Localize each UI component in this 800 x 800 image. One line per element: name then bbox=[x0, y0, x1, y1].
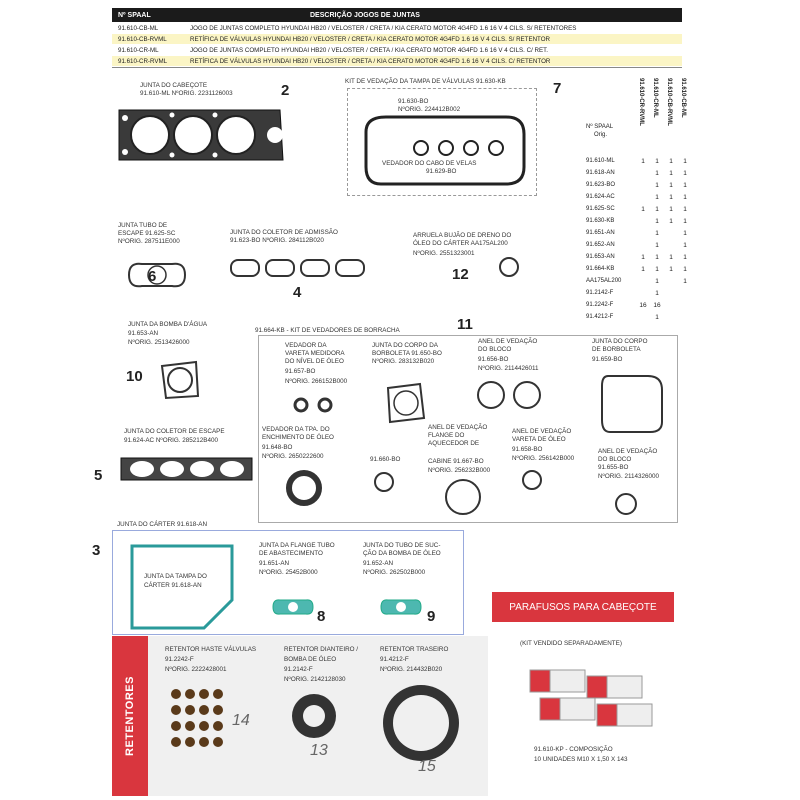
kit-code: 91.610-CB-ML bbox=[118, 24, 159, 32]
part-code: NºORIG. 262502B000 bbox=[363, 569, 426, 576]
table-row-code: 91.625-SC bbox=[586, 206, 615, 212]
oil-pump-pickup-gasket-illustration bbox=[378, 596, 424, 618]
part-code: 91.652-AN bbox=[363, 560, 394, 567]
table-row-code: AA175AL200 bbox=[586, 278, 622, 284]
table-cell: 1 bbox=[655, 194, 659, 201]
part-number: 8 bbox=[317, 608, 326, 625]
k7-l2: FLANGE DO bbox=[428, 432, 465, 439]
part-code: 91.630-BO bbox=[398, 98, 429, 105]
kit-row bbox=[112, 34, 682, 44]
part-label: ÇÃO DA BOMBA DE ÓLEO bbox=[363, 550, 441, 557]
part-label: ARRUELA BUJÃO DE DRENO DO bbox=[413, 232, 512, 239]
kit-code: 91.610-CR-RVML bbox=[118, 57, 168, 65]
r14-l3: NºORIG. 2222428001 bbox=[165, 666, 227, 673]
part-number: 3 bbox=[92, 542, 101, 559]
k3-l1: ANEL DE VEDAÇÃO bbox=[478, 338, 538, 345]
k4-l2: DE BORBOLETA bbox=[592, 346, 641, 353]
table-cell: 1 bbox=[669, 206, 673, 213]
r15-l3: NºORIG. 214432B020 bbox=[380, 666, 443, 673]
part-code: NºORIG. 287511E000 bbox=[118, 238, 180, 245]
kit-title: 91.664-KB - KIT DE VEDADORES DE BORRACHA bbox=[255, 327, 400, 334]
part-number: 2 bbox=[281, 82, 290, 99]
part-number: 6 bbox=[148, 268, 157, 285]
table-cell: 1 bbox=[655, 290, 659, 297]
k3-l3: 91.656-BO bbox=[478, 356, 509, 363]
oring-illustration bbox=[372, 470, 402, 500]
table-cell: 16 bbox=[653, 302, 661, 309]
k1-l1: VEDADOR DA bbox=[285, 342, 327, 349]
k4-l3: 91.659-BO bbox=[592, 356, 623, 363]
part-number: 14 bbox=[232, 712, 250, 729]
part-number: 7 bbox=[553, 80, 562, 97]
part-label: KIT DE VEDAÇÃO DA TAMPA DE VÁLVULAS 91.630-KB bbox=[345, 78, 506, 85]
valve-cover-gasket-illustration bbox=[356, 112, 531, 192]
kit-desc: RETÍFICA DE VÁLVULAS HYUNDAI HB20 / VELOSTER / CRETA / KIA CERATO MOTOR 4G4FD 1.6 16 V 4 CILS. C/ RETENTOR bbox=[190, 57, 551, 65]
r14-l2: 91.2242-F bbox=[165, 656, 194, 663]
table-cell: 1 bbox=[669, 158, 673, 165]
table-row-code: 91.651-AN bbox=[586, 230, 615, 236]
table-row-code: 91.630-KB bbox=[586, 218, 615, 224]
part-code: 91.651-AN bbox=[259, 560, 290, 567]
table-row-code: 91.652-AN bbox=[586, 242, 615, 248]
part-label: JUNTA DO COLETOR DE ESCAPE bbox=[124, 428, 225, 435]
part-number: 12 bbox=[452, 266, 469, 283]
k9-l4: NºORIG. 2114326000 bbox=[598, 473, 659, 480]
k8-l4: NºORIG. 256142B000 bbox=[512, 455, 575, 462]
kit-desc: RETÍFICA DE VÁLVULAS HYUNDAI HB20 / VELOSTER / CRETA / KIA CERATO MOTOR 4G4FD 1.6 16 V 4 CILS. S/ RETENTOR bbox=[190, 35, 551, 43]
drain-plug-washer-illustration bbox=[497, 255, 521, 279]
part-code: 91.653-AN bbox=[128, 330, 159, 337]
table-cell: 1 bbox=[641, 266, 645, 273]
kit-desc: JOGO DE JUNTAS COMPLETO HYUNDAI HB20 / VELOSTER / CRETA / KIA CERATO MOTOR 4G4FD 1.6 16 V 4 CILS. S/ RETENTORES bbox=[190, 24, 577, 32]
table-cell: 1 bbox=[683, 182, 687, 189]
table-head: Nº SPAAL bbox=[586, 124, 614, 130]
part-label: JUNTA TUBO DE bbox=[118, 222, 168, 229]
header-col-desc: DESCRIÇÃO JOGOS DE JUNTAS bbox=[310, 11, 420, 19]
part-code: ESCAPE 91.625-SC bbox=[118, 230, 176, 237]
table-row-code: 91.4212-F bbox=[586, 314, 614, 320]
part-code: NºORIG. 2551323001 bbox=[413, 250, 475, 257]
part-label: JUNTA DO COLETOR DE ADMISSÃO bbox=[230, 229, 338, 236]
k5-l1: VEDADOR DA TPA. DO bbox=[262, 426, 330, 433]
head-bolts-banner: PARAFUSOS PARA CABEÇOTE bbox=[492, 592, 674, 622]
part-label: VEDADOR DO CABO DE VELAS bbox=[382, 160, 477, 167]
kit-desc: JOGO DE JUNTAS COMPLETO HYUNDAI HB20 / VELOSTER / CRETA / KIA CERATO MOTOR 4G4FD 1.6 16 V 4 CILS. C/ RET. bbox=[190, 46, 548, 54]
k2-l1: JUNTA DO CORPO DA bbox=[372, 342, 439, 349]
k9-l1: ANEL DE VEDAÇÃO bbox=[598, 448, 658, 455]
table-cell: 1 bbox=[683, 254, 687, 261]
part-number: 13 bbox=[310, 742, 328, 759]
table-cell: 1 bbox=[669, 170, 673, 177]
head-bolts-kit: 91.610-KP - COMPOSIÇÃO bbox=[534, 746, 613, 753]
table-row-code: 91.653-AN bbox=[586, 254, 615, 260]
r14-l1: RETENTOR HASTE VÁLVULAS bbox=[165, 646, 257, 653]
intake-manifold-gasket-illustration bbox=[228, 255, 368, 283]
part-code: CÁRTER 91.618-AN bbox=[144, 582, 202, 589]
table-cell: 1 bbox=[655, 278, 659, 285]
table-cell: 1 bbox=[655, 242, 659, 249]
k9-l2: DO BLOCO bbox=[598, 456, 632, 463]
k5-l2: ENCHIMENTO DE ÓLEO bbox=[262, 434, 334, 441]
table-cell: 1 bbox=[655, 206, 659, 213]
k1-l5: NºORIG. 266152B000 bbox=[285, 378, 348, 385]
part-number: 4 bbox=[293, 284, 302, 301]
k5-l4: NºORIG. 2650222600 bbox=[262, 453, 324, 460]
k7-l5: NºORIG. 256232B000 bbox=[428, 467, 491, 474]
r13-l2: BOMBA DE ÓLEO bbox=[284, 656, 337, 663]
k3-l2: DO BLOCO bbox=[478, 346, 512, 353]
rear-crank-seal-illustration bbox=[378, 680, 464, 766]
k8-l1: ANEL DE VEDAÇÃO bbox=[512, 428, 572, 435]
part-code: 91.623-BO NºORIG. 284112B020 bbox=[230, 237, 324, 244]
retentores-sidebar bbox=[112, 636, 148, 796]
k1-l3: DO NÍVEL DE ÓLEO bbox=[285, 358, 344, 365]
table-cell: 1 bbox=[683, 266, 687, 273]
table-cell: 1 bbox=[683, 278, 687, 285]
table-cell: 1 bbox=[641, 158, 645, 165]
r15-l2: 91.4212-F bbox=[380, 656, 409, 663]
k1-l2: VARETA MEDIDORA bbox=[285, 350, 345, 357]
table-cell: 1 bbox=[669, 182, 673, 189]
table-cell: 1 bbox=[683, 230, 687, 237]
k8-l2: VARETA DE ÓLEO bbox=[512, 436, 566, 443]
throttle-body-gasket-illustration bbox=[380, 378, 430, 428]
part-label: DE ABASTECIMENTO bbox=[259, 550, 323, 557]
part-label: JUNTA DA FLANGE TUBO bbox=[259, 542, 335, 549]
table-cell: 1 bbox=[641, 254, 645, 261]
table-row-code: 91.618-AN bbox=[586, 170, 615, 176]
k7-l4: CABINE 91.667-BO bbox=[428, 458, 484, 465]
part-label: JUNTA DO CÁRTER 91.618-AN bbox=[117, 521, 208, 528]
valve-stem-seals-illustration bbox=[168, 686, 228, 756]
k1-l4: 91.657-BO bbox=[285, 368, 316, 375]
water-pump-gasket-illustration bbox=[158, 358, 202, 402]
oil-filler-cap-seal-illustration bbox=[284, 468, 324, 508]
part-label: ÓLEO DO CÁRTER AA175AL200 bbox=[413, 240, 508, 247]
table-row-code: 91.624-AC bbox=[586, 194, 615, 200]
part-label: JUNTA DO TUBO DE SUC- bbox=[363, 542, 441, 549]
table-col: 91.610-CR-ML bbox=[652, 78, 658, 118]
k3-l4: NºORIG. 2114426011 bbox=[478, 365, 539, 372]
part-code: NºORIG. 224412B002 bbox=[398, 106, 461, 113]
head-bolts-composition: 10 UNIDADES M10 X 1,50 X 143 bbox=[534, 756, 628, 763]
r13-l3: 91.2142-F bbox=[284, 666, 313, 673]
k9-l3: 91.655-BO bbox=[598, 464, 629, 471]
kit-code: 91.610-CR-ML bbox=[118, 46, 159, 54]
r13-l1: RETENTOR DIANTEIRO / bbox=[284, 646, 359, 653]
part-number: 15 bbox=[418, 758, 436, 775]
table-row-code: 91.664-KB bbox=[586, 266, 615, 272]
heater-flange-oring-illustration bbox=[443, 477, 487, 521]
table-row-code: 91.2242-F bbox=[586, 302, 614, 308]
dipstick-seal-illustration bbox=[292, 396, 342, 414]
table-cell: 1 bbox=[683, 158, 687, 165]
table-cell: 1 bbox=[641, 206, 645, 213]
r15-l1: RETENTOR TRASEIRO bbox=[380, 646, 449, 653]
part-label: JUNTA DO CABEÇOTE bbox=[140, 82, 208, 89]
k8-l3: 91.658-BO bbox=[512, 446, 543, 453]
table-row-code: 91.610-ML bbox=[586, 158, 615, 164]
k6-l1: 91.660-BO bbox=[370, 456, 401, 463]
table-col: 91.610-CB-RVML bbox=[666, 78, 672, 126]
part-label: JUNTA DA BOMBA D'ÁGUA bbox=[128, 321, 208, 328]
k4-l1: JUNTA DO CORPO bbox=[592, 338, 648, 345]
table-cell: 1 bbox=[683, 170, 687, 177]
r13-l4: NºORIG. 2142128030 bbox=[284, 676, 346, 683]
table-cell: 1 bbox=[655, 254, 659, 261]
part-code: 91.629-BO bbox=[426, 168, 457, 175]
front-crank-seal-illustration bbox=[288, 690, 340, 742]
kit-row bbox=[112, 23, 682, 33]
part-number: 5 bbox=[94, 467, 103, 484]
table-cell: 1 bbox=[669, 266, 673, 273]
table-cell: 1 bbox=[655, 158, 659, 165]
part-code: 91.610-ML NºORIG. 2231126003 bbox=[140, 90, 233, 97]
table-head: Orig. bbox=[594, 132, 608, 138]
table-cell: 1 bbox=[683, 218, 687, 225]
table-cell: 1 bbox=[669, 194, 673, 201]
part-code: NºORIG. 25452B000 bbox=[259, 569, 318, 576]
block-oring-2-illustration bbox=[612, 490, 642, 520]
head-bolts-note: (KIT VENDIDO SEPARADAMENTE) bbox=[520, 640, 622, 647]
kit-row bbox=[112, 56, 682, 66]
table-cell: 1 bbox=[655, 266, 659, 273]
part-number: 9 bbox=[427, 608, 436, 625]
table-cell: 1 bbox=[655, 230, 659, 237]
compatibility-table bbox=[586, 68, 698, 326]
part-code: 91.624-AC NºORIG. 285212B400 bbox=[124, 437, 219, 444]
head-gasket-illustration bbox=[115, 100, 285, 170]
kit-row bbox=[112, 45, 682, 55]
table-col: 91.610-CR-RVML bbox=[638, 78, 644, 126]
table-row-code: 91.2142-F bbox=[586, 290, 614, 296]
retentores-label: RETENTORES bbox=[124, 676, 137, 756]
k2-l2: BORBOLETA 91.650-BO bbox=[372, 350, 442, 357]
header-col-code: Nº SPAAL bbox=[118, 11, 151, 19]
table-cell: 1 bbox=[655, 218, 659, 225]
table-cell: 1 bbox=[669, 254, 673, 261]
k7-l1: ANEL DE VEDAÇÃO bbox=[428, 424, 488, 431]
table-col: 91.610-CB-ML bbox=[680, 78, 686, 118]
table-cell: 1 bbox=[655, 314, 659, 321]
table-cell: 1 bbox=[683, 206, 687, 213]
table-cell: 16 bbox=[639, 302, 647, 309]
k2-l3: NºORIG. 283132B020 bbox=[372, 358, 435, 365]
block-o-ring-illustration bbox=[475, 378, 545, 412]
table-cell: 1 bbox=[683, 194, 687, 201]
table-cell: 1 bbox=[655, 182, 659, 189]
head-bolts-boxes-illustration bbox=[525, 662, 655, 734]
filler-tube-flange-gasket-illustration bbox=[270, 596, 316, 618]
exhaust-pipe-gasket-illustration bbox=[127, 258, 187, 292]
part-number: 10 bbox=[126, 368, 143, 385]
table-row-code: 91.623-BO bbox=[586, 182, 616, 188]
table-cell: 1 bbox=[669, 218, 673, 225]
part-label: JUNTA DA TAMPA DO bbox=[144, 573, 207, 580]
table-cell: 1 bbox=[683, 242, 687, 249]
table-header bbox=[112, 8, 682, 22]
kit-code: 91.610-CB-RVML bbox=[118, 35, 167, 43]
throttle-body-gasket-2-illustration bbox=[598, 372, 668, 436]
exhaust-manifold-gasket-illustration bbox=[118, 452, 258, 486]
k7-l3: AQUECEDOR DE bbox=[428, 440, 480, 447]
dipstick-oring-illustration bbox=[520, 468, 550, 498]
part-number: 11 bbox=[457, 316, 473, 333]
part-code: NºORIG. 2513426000 bbox=[128, 339, 190, 346]
table-cell: 1 bbox=[655, 170, 659, 177]
k5-l3: 91.648-BO bbox=[262, 444, 293, 451]
